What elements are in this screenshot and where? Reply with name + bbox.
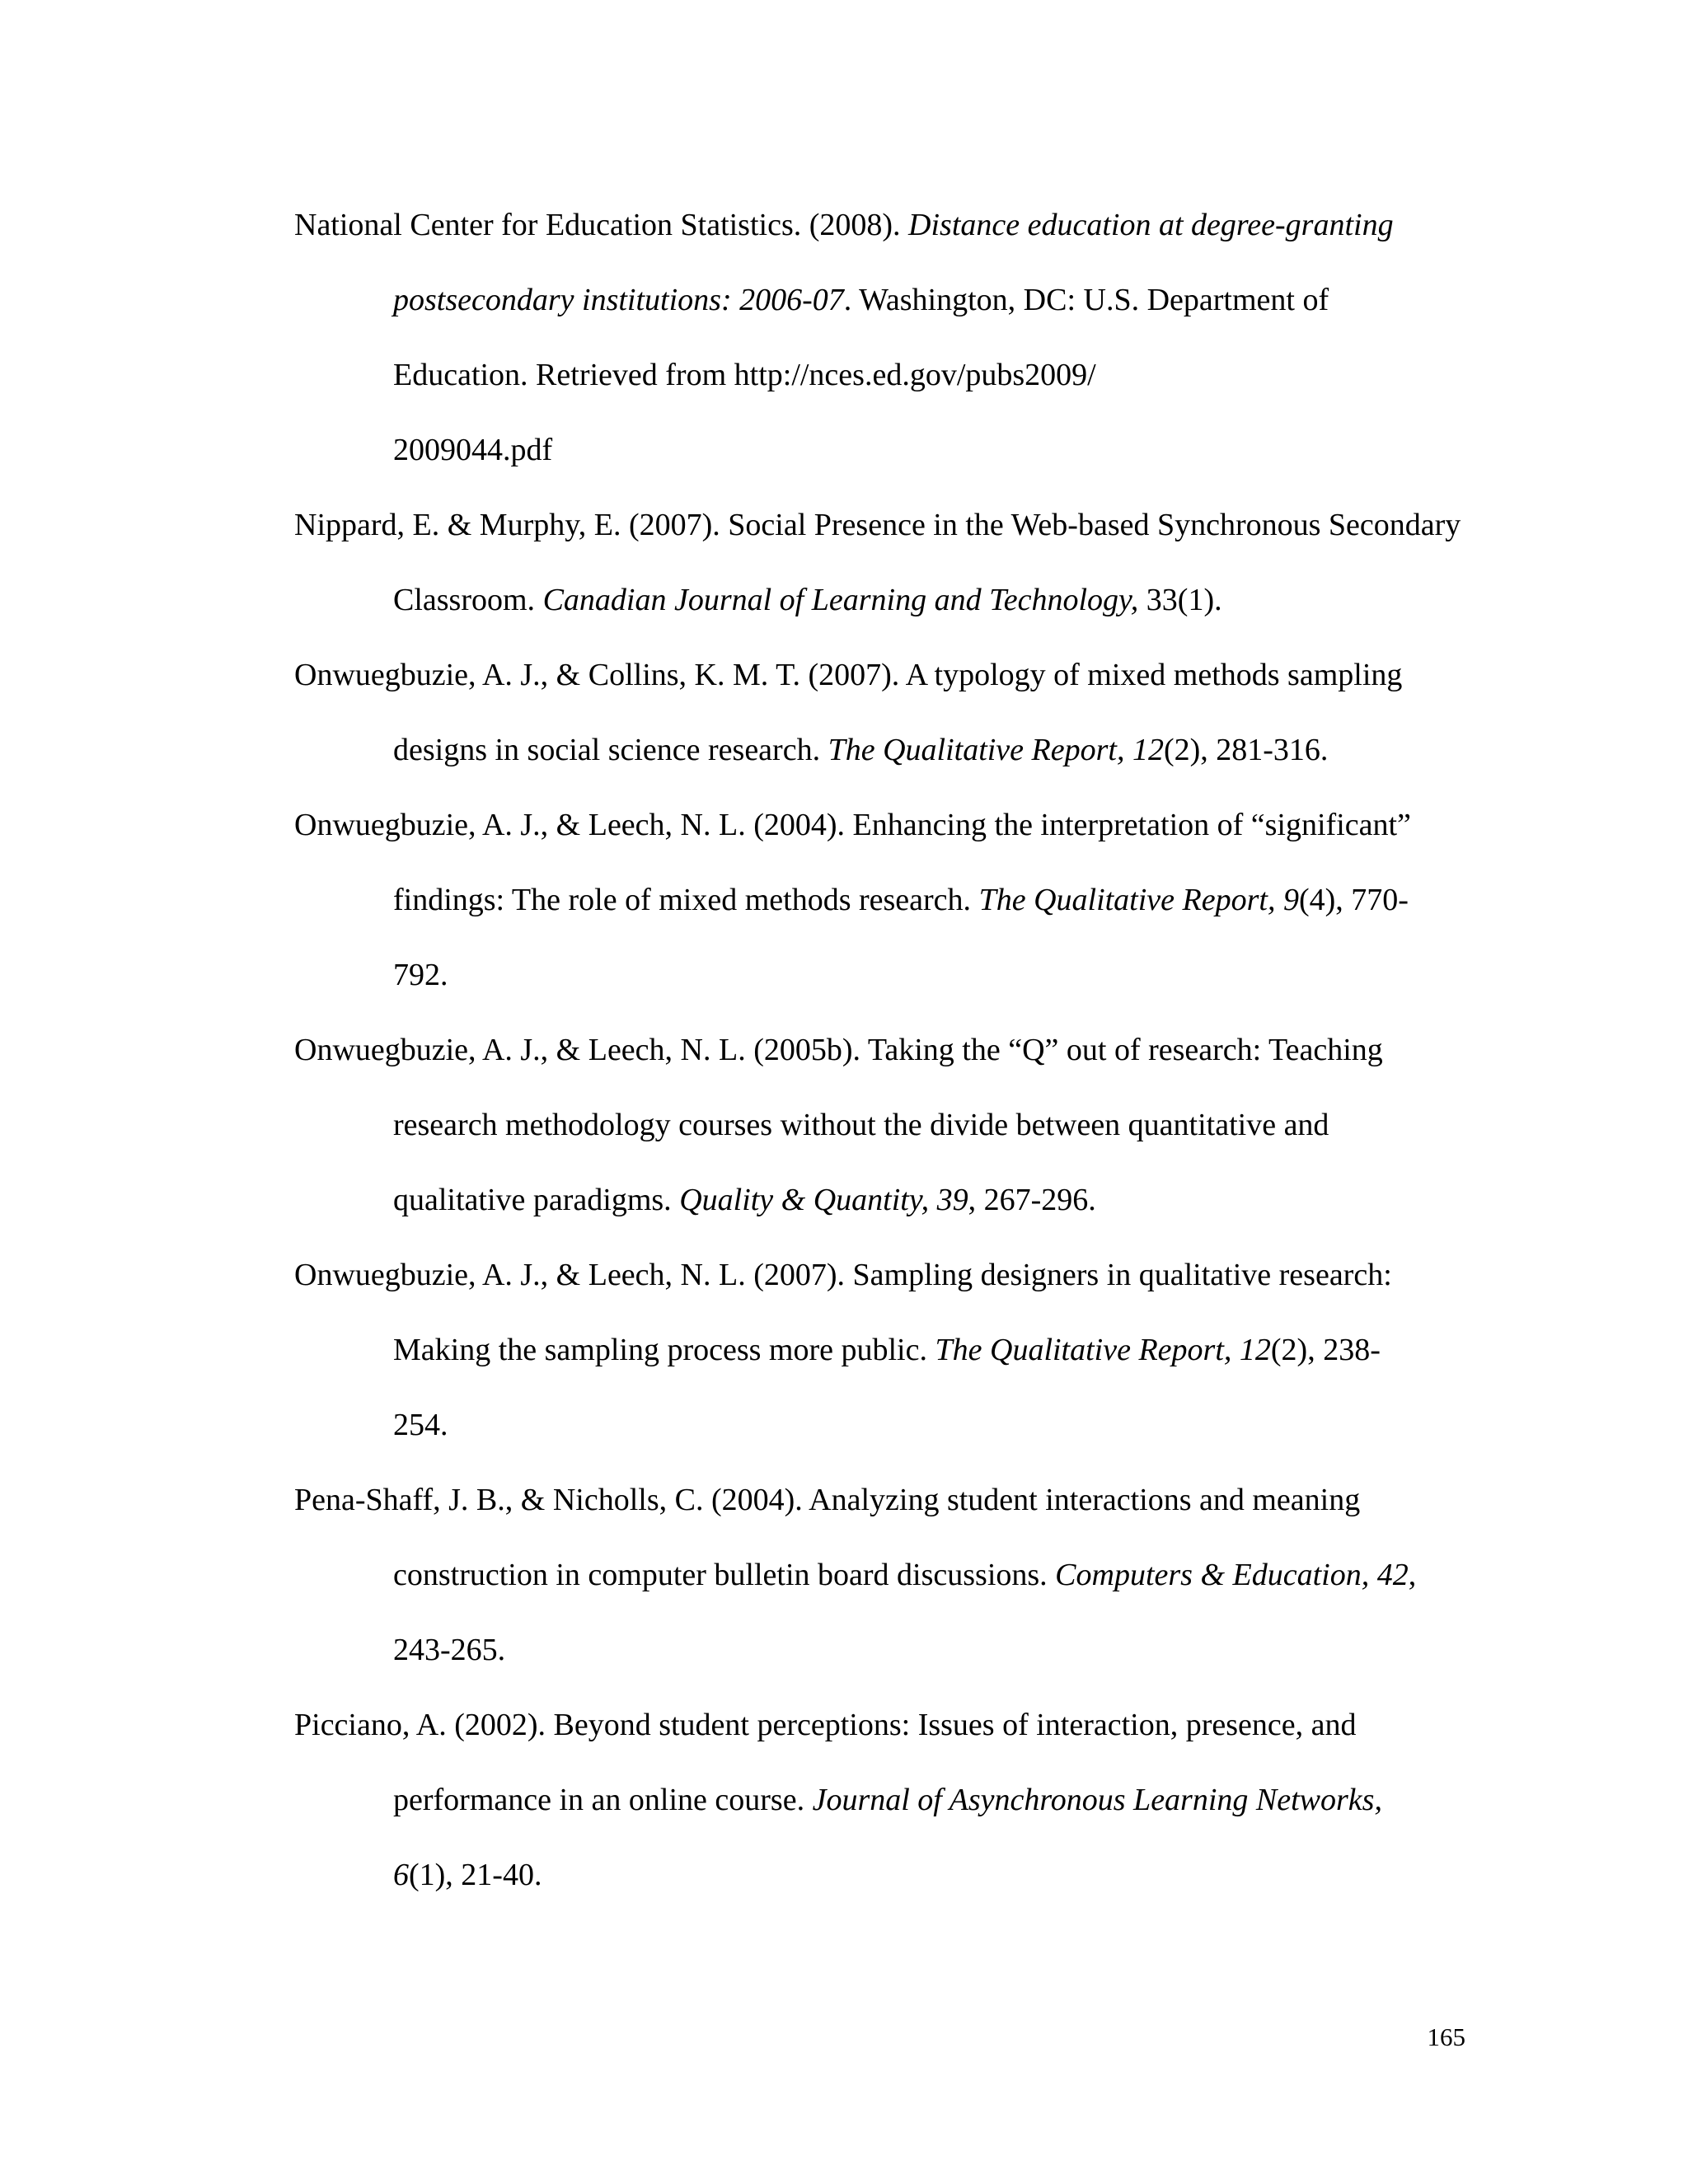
reference-text: (4), 770- bbox=[1298, 883, 1409, 917]
reference-entry bbox=[294, 788, 1465, 1013]
reference-text: (2), 238- bbox=[1270, 1333, 1381, 1367]
reference-italic-text: The Qualitative Report, 12 bbox=[935, 1333, 1271, 1367]
reference-italic-text: Journal of Asynchronous Learning Networks, bbox=[812, 1783, 1382, 1817]
reference-text: Onwuegbuzie, A. J., & Leech, N. L. (2007). Sampling designers in qualitative research: Making the sampling process more public. bbox=[294, 1258, 1392, 1367]
reference-italic-text: The Qualitative Report, 12 bbox=[828, 733, 1164, 767]
reference-text: . Washington, DC: U.S. Department of Education. Retrieved from http://nces.ed.gov/pubs2009/ bbox=[393, 283, 1329, 392]
page-number: 165 bbox=[1427, 2022, 1465, 2051]
reference-entry bbox=[294, 188, 1465, 488]
reference-text: Picciano, A. (2002). Beyond student perceptions: Issues of interaction, presence, and performance in an online course. bbox=[294, 1708, 1357, 1817]
reference-text: 33(1). bbox=[1138, 583, 1222, 617]
reference-italic-text: Quality & Quantity, 39 bbox=[679, 1183, 968, 1217]
reference-text: Onwuegbuzie, A. J., & Leech, N. L. (2004). Enhancing the interpretation of “significant” findings: The role of mixed methods research. bbox=[294, 808, 1411, 917]
reference-text: (1), 21-40. bbox=[409, 1858, 542, 1892]
reference-text: (2), 281-316. bbox=[1163, 733, 1329, 767]
reference-text: 2009044.pdf bbox=[393, 433, 553, 467]
reference-italic-text: 6 bbox=[393, 1858, 409, 1892]
reference-text: Onwuegbuzie, A. J., & Leech, N. L. (2005b). Taking the “Q” out of research: Teaching research methodology courses without the divide between quantitative and qualitative paradigms. bbox=[294, 1033, 1383, 1217]
reference-text: Nippard, E. & Murphy, E. (2007). Social Presence in the Web-based Synchronous Secondary Classroom. bbox=[294, 508, 1461, 617]
reference-text: Pena-Shaff, J. B., & Nicholls, C. (2004). Analyzing student interactions and meaning construction in computer bulletin board discussions. bbox=[294, 1483, 1361, 1592]
reference-entry bbox=[294, 638, 1465, 788]
reference-entry bbox=[294, 488, 1465, 638]
reference-entry bbox=[294, 1238, 1465, 1463]
reference-text: 243-265. bbox=[393, 1633, 506, 1667]
reference-italic-text: Computers & Education, 42 bbox=[1055, 1558, 1409, 1592]
reference-list bbox=[294, 188, 1465, 1913]
reference-entry bbox=[294, 1013, 1465, 1238]
reference-text: 792. bbox=[393, 958, 448, 992]
reference-text: Onwuegbuzie, A. J., & Collins, K. M. T. (2007). A typology of mixed methods sampling designs in social science research. bbox=[294, 658, 1403, 767]
reference-text: 254. bbox=[393, 1408, 448, 1442]
reference-text: National Center for Education Statistics. (2008). bbox=[294, 208, 909, 242]
reference-italic-text: Canadian Journal of Learning and Technology, bbox=[542, 583, 1139, 617]
reference-italic-text: The Qualitative Report, 9 bbox=[978, 883, 1299, 917]
reference-entry bbox=[294, 1463, 1465, 1688]
reference-entry bbox=[294, 1688, 1465, 1913]
reference-text: , 267-296. bbox=[968, 1183, 1096, 1217]
reference-text: , bbox=[1408, 1558, 1417, 1592]
reference-italic-text: Distance education at degree-granting postsecondary institutions: 2006-07 bbox=[393, 208, 1394, 317]
